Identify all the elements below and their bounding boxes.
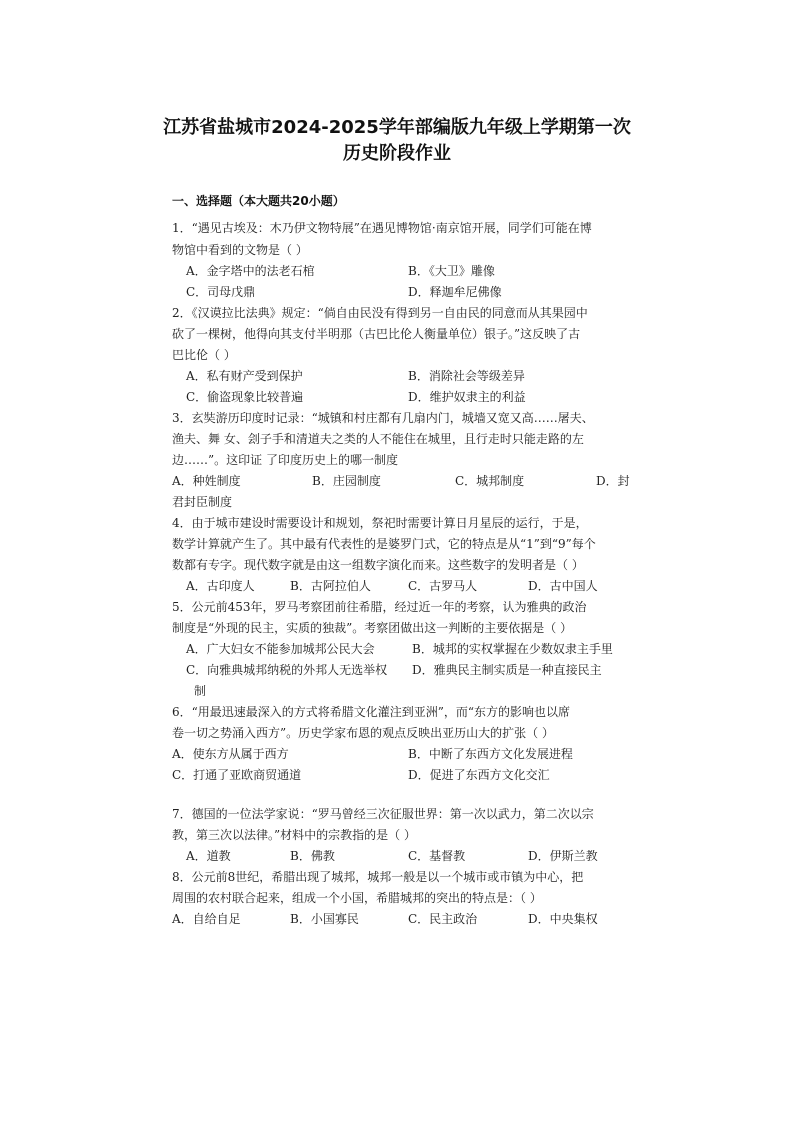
q4-option-c: C．古罗马人 bbox=[408, 579, 478, 593]
q7-option-a: A．道教 bbox=[186, 849, 231, 863]
q5-stem-line-2: 制度是“外现的民主，实质的独裁”。考察团做出这一判断的主要依据是（ ） bbox=[172, 621, 573, 635]
q3-stem-line-1: 3．玄奘游历印度时记录：“城镇和村庄都有几扇内门，城墙又宽又高……屠夫、 bbox=[172, 411, 594, 425]
q1-option-c: C．司母戊鼎 bbox=[186, 285, 256, 299]
q3-option-b: B．庄园制度 bbox=[312, 474, 381, 488]
q5-stem-line-1: 5．公元前453年，罗马考察团前往希腊，经过近一年的考察，认为雅典的政治 bbox=[172, 600, 587, 614]
q7-stem-line-1: 7．德国的一位法学家说：“罗马曾经三次征服世界：第一次以武力，第二次以宗 bbox=[172, 807, 594, 821]
q7-option-d: D．伊斯兰教 bbox=[528, 849, 598, 863]
q3-option-c: C．城邦制度 bbox=[455, 474, 525, 488]
q5-option-b: B．城邦的实权掌握在少数奴隶主手里 bbox=[412, 642, 613, 656]
q8-option-a: A．自给自足 bbox=[172, 912, 241, 926]
q3-option-a: A．种姓制度 bbox=[172, 474, 241, 488]
q5-option-d: D．雅典民主制实质是一种直接民主 bbox=[412, 663, 602, 677]
q2-option-c: C．偷盗现象比较普遍 bbox=[186, 390, 304, 404]
q2-stem-line-2: 砍了一棵树，他得向其支付半明那（古巴比伦人衡量单位）银子。”这反映了古 bbox=[172, 327, 581, 341]
q1-stem-line-2: 物馆中看到的文物是（ ） bbox=[172, 243, 308, 257]
q1-option-b: B．《大卫》雕像 bbox=[408, 264, 495, 278]
q4-stem-line-2: 数学计算就产生了。其中最有代表性的是婆罗门式，它的特点是从“1”到“9”每个 bbox=[172, 537, 596, 551]
section-heading: 一、选择题（本大题共20小题） bbox=[172, 194, 345, 208]
q4-stem-line-3: 数都有专字。现代数字就是由这一组数字演化而来。这些数字的发明者是（ ） bbox=[172, 558, 584, 572]
q4-option-b: B．古阿拉伯人 bbox=[290, 579, 371, 593]
q4-stem-line-1: 4．由于城市建设时需要设计和规划，祭祀时需要计算日月星辰的运行，于是， bbox=[172, 516, 588, 530]
q3-stem-line-2: 渔夫、舞 女、刽子手和清道夫之类的人不能住在城里，且行走时只能走路的左 bbox=[172, 432, 584, 446]
q6-option-d: D．促进了东西方文化交汇 bbox=[408, 768, 550, 782]
doc-title-line-2: 历史阶段作业 bbox=[343, 143, 451, 164]
q6-option-b: B．中断了东西方文化发展进程 bbox=[408, 747, 573, 761]
q6-stem-line-2: 卷一切之势涌入西方”。历史学家布恩的观点反映出亚历山大的扩张（ ） bbox=[172, 726, 554, 740]
q4-option-d: D．古中国人 bbox=[528, 579, 598, 593]
q7-option-b: B．佛教 bbox=[290, 849, 335, 863]
q8-stem-line-2: 周围的农村联合起来，组成一个小国，希腊城邦的突出的特点是：（ ） bbox=[172, 891, 542, 905]
q2-stem-line-1: 2．《汉谟拉比法典》规定：“倘自由民没有得到另一自由民的同意而从其果园中 bbox=[172, 306, 588, 320]
q7-stem-line-2: 教，第三次以法律。”材料中的宗教指的是（ ） bbox=[172, 828, 416, 842]
q8-option-d: D．中央集权 bbox=[528, 912, 598, 926]
q2-option-b: B．消除社会等级差异 bbox=[408, 369, 525, 383]
q8-option-c: C．民主政治 bbox=[408, 912, 478, 926]
q1-option-d: D．释迦牟尼佛像 bbox=[408, 285, 502, 299]
q2-option-a: A．私有财产受到保护 bbox=[186, 369, 303, 383]
q6-option-a: A．使东方从属于西方 bbox=[172, 747, 289, 761]
q3-option-d-continued: 君封臣制度 bbox=[172, 495, 233, 509]
q6-stem-line-1: 6．“用最迅速最深入的方式将希腊文化灌注到亚洲”，而“东方的影响也以席 bbox=[172, 705, 571, 719]
q8-option-b: B．小国寡民 bbox=[290, 912, 359, 926]
q7-option-c: C．基督教 bbox=[408, 849, 466, 863]
q5-option-d-continued: 制 bbox=[194, 684, 207, 698]
q1-stem-line-1: 1．“遇见古埃及：木乃伊文物特展”在遇见博物馆·南京馆开展，同学们可能在博 bbox=[172, 221, 592, 235]
q6-option-c: C．打通了亚欧商贸通道 bbox=[172, 768, 302, 782]
q3-stem-line-3: 边……”。这印证 了印度历史上的哪一制度 bbox=[172, 453, 398, 467]
q2-option-d: D．维护奴隶主的利益 bbox=[408, 390, 526, 404]
q1-option-a: A．金字塔中的法老石棺 bbox=[186, 264, 315, 278]
q4-option-a: A．古印度人 bbox=[186, 579, 255, 593]
q2-stem-line-3: 巴比伦（ ） bbox=[172, 348, 236, 362]
doc-title-line-1: 江苏省盐城市2024-2025学年部编版九年级上学期第一次 bbox=[163, 117, 631, 138]
q8-stem-line-1: 8．公元前8世纪，希腊出现了城邦，城邦一般是以一个城市或市镇为中心，把 bbox=[172, 870, 584, 884]
q3-option-d: D．封 bbox=[596, 474, 630, 488]
q5-option-c: C．向雅典城邦纳税的外邦人无选举权 bbox=[186, 663, 388, 677]
q5-option-a: A．广大妇女不能参加城邦公民大会 bbox=[186, 642, 375, 656]
